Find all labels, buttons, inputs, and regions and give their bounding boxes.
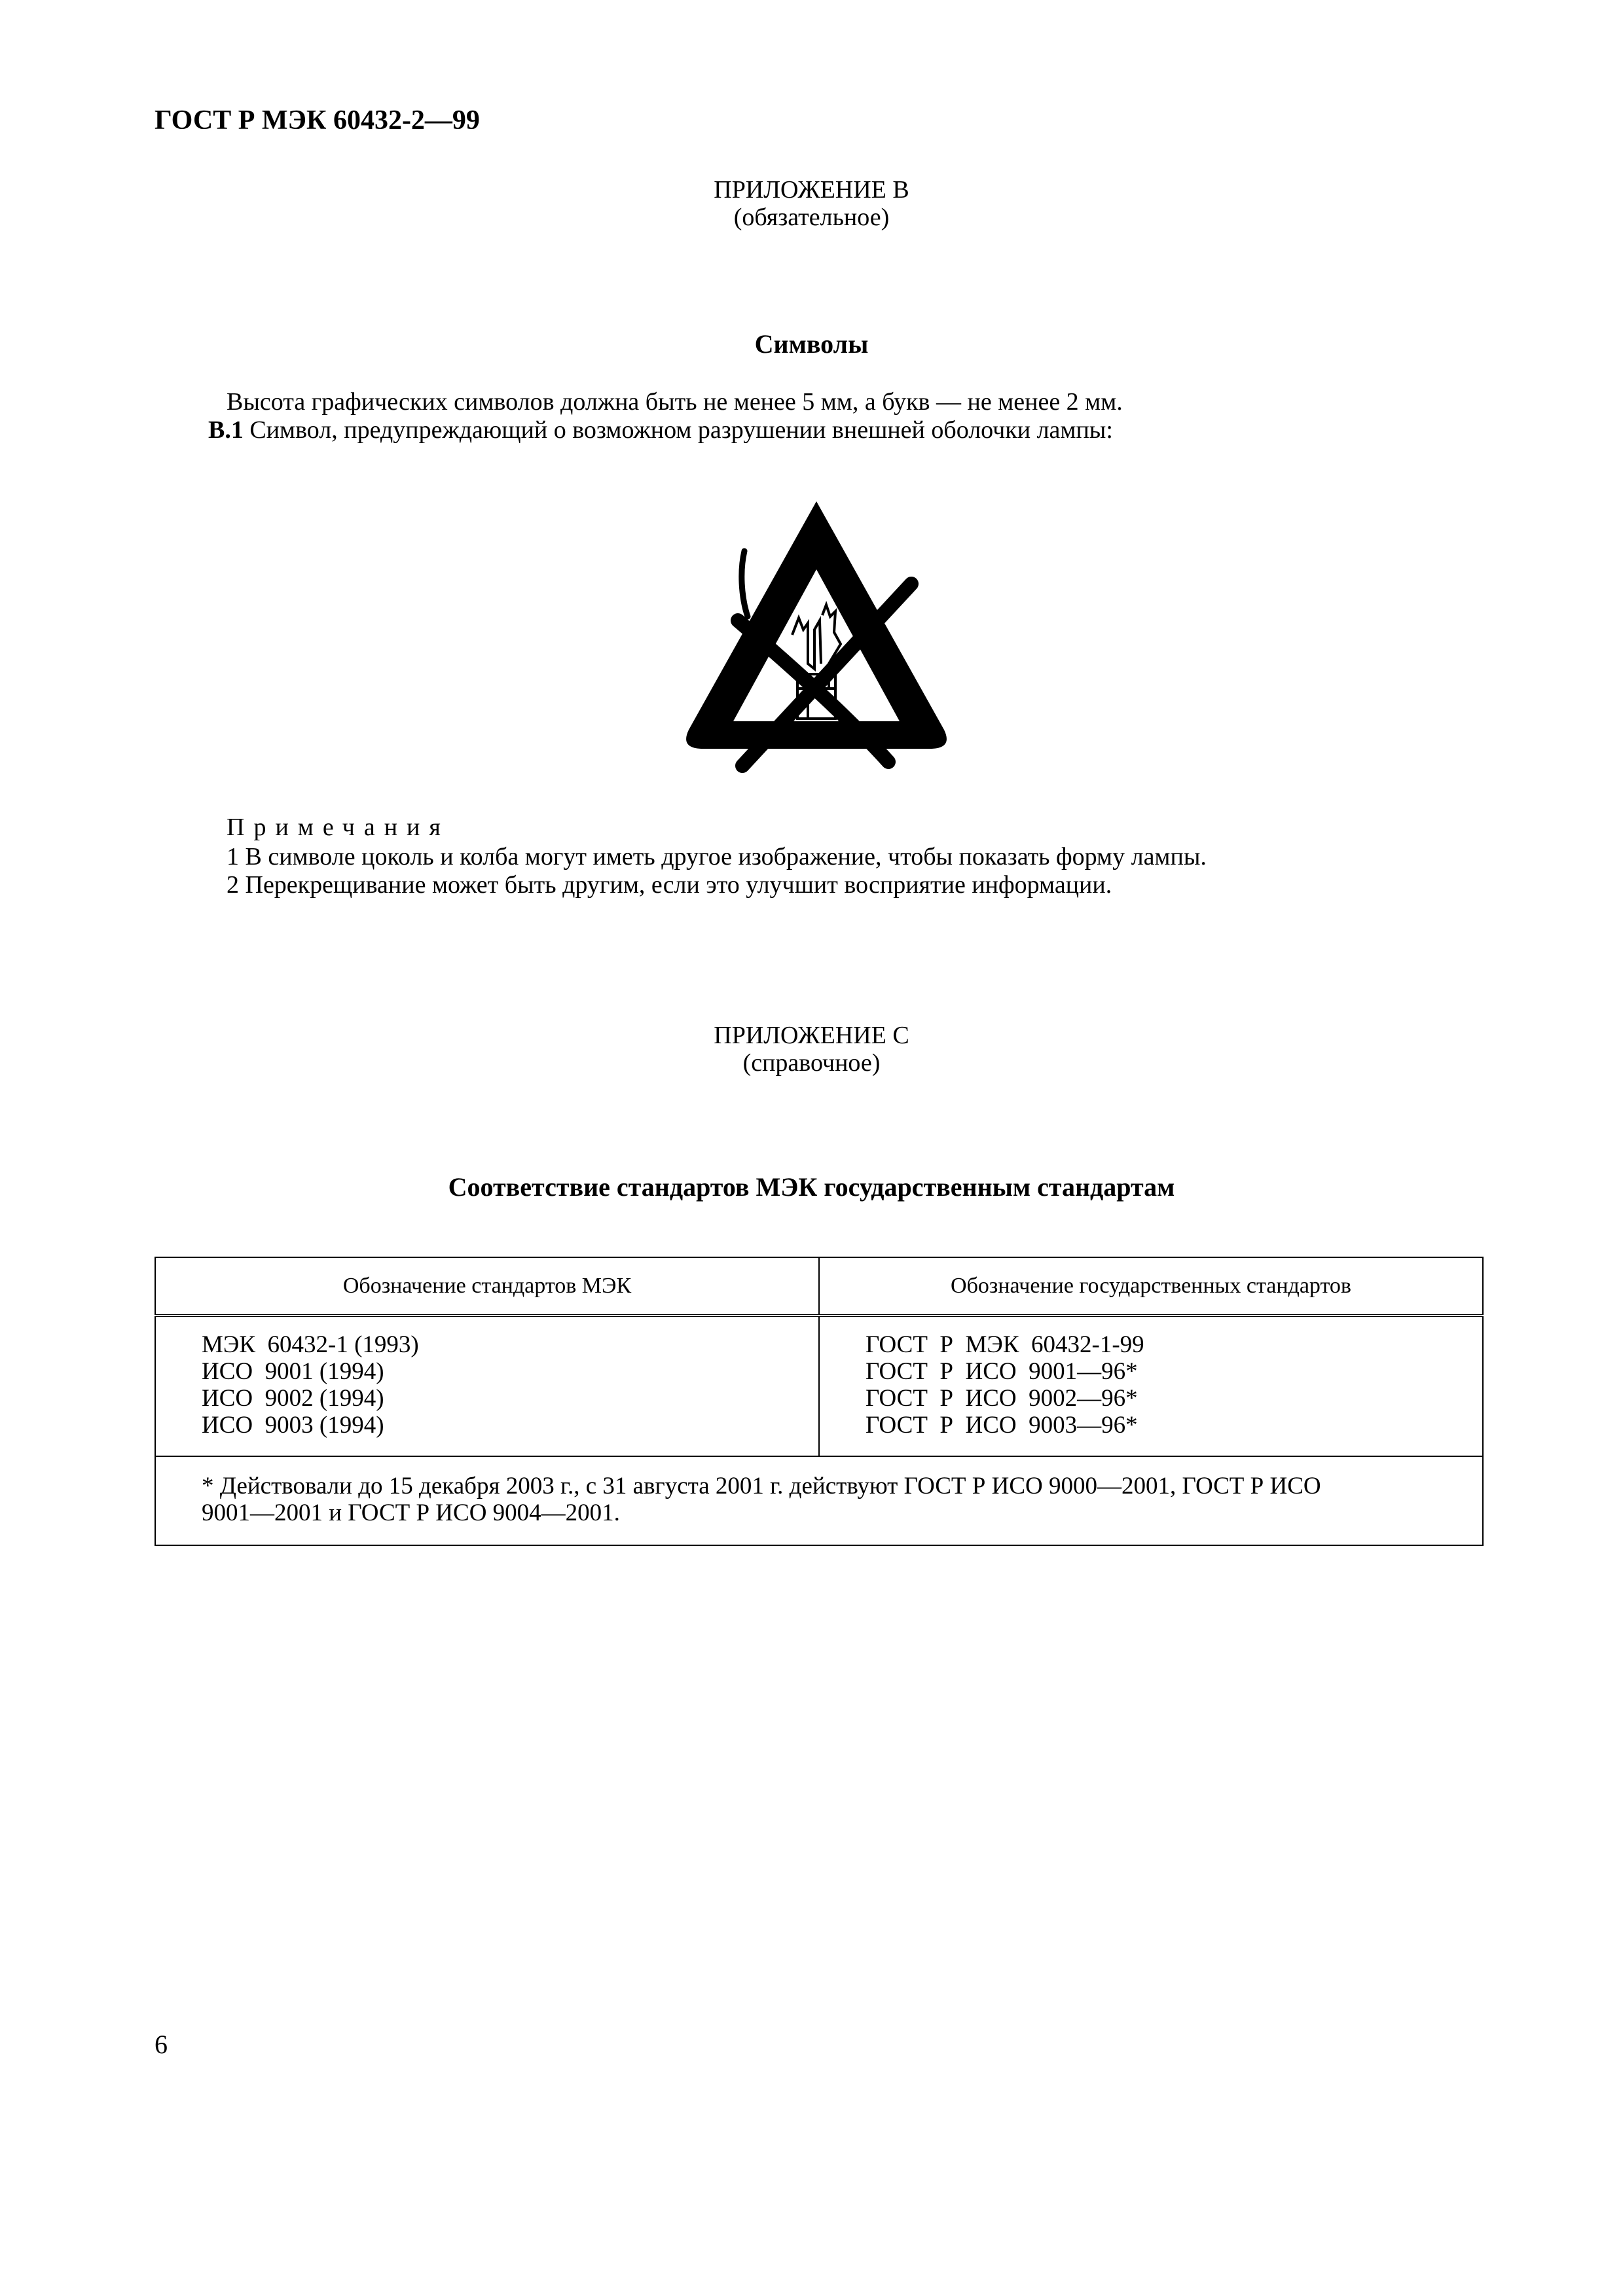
footnote-line-1: * Действовали до 15 декабря 2003 г., с 31 августа 2001 г. действуют ГОСТ Р ИСО 9000—2001, ГОСТ Р ИСО — [202, 1473, 1321, 1499]
national-standard: ГОСТ Р ИСО 9002—96* — [866, 1385, 1138, 1412]
note-2: 2 Перекрещивание может быть другим, если это улучшит восприятие информации. — [227, 871, 1112, 899]
standard-code: ГОСТ Р МЭК 60432-2—99 — [155, 105, 480, 135]
iec-standard: ИСО 9001 (1994) — [202, 1358, 384, 1385]
note-1: 1 В символе цоколь и колба могут иметь другое изображение, чтобы показать форму лампы. — [227, 843, 1207, 870]
clause-number: B.1 — [208, 416, 244, 444]
clause-text: Символ, предупреждающий о возможном разрушении внешней оболочки лампы: — [243, 416, 1113, 444]
table-footnote — [155, 1456, 1483, 1545]
column-header-national: Обозначение государственных стандартов — [819, 1257, 1483, 1316]
page-number: 6 — [155, 2030, 168, 2059]
standards-correspondence-table — [155, 1257, 1484, 1546]
iec-standard: ИСО 9002 (1994) — [202, 1385, 384, 1412]
iec-standard: ИСО 9003 (1994) — [202, 1412, 384, 1439]
column-header-iec: Обозначение стандартов МЭК — [155, 1257, 819, 1316]
footnote-line-2: 9001—2001 и ГОСТ Р ИСО 9004—2001. — [202, 1499, 620, 1526]
annex-b-title: ПРИЛОЖЕНИЕ В — [714, 176, 909, 204]
notes-title: Примечания — [227, 814, 450, 841]
annex-b-heading: Символы — [754, 329, 869, 359]
annex-c-heading: Соответствие стандартов МЭК государственным стандартам — [448, 1172, 1175, 1202]
iec-standard: МЭК 60432-1 (1993) — [202, 1331, 419, 1358]
national-standard: ГОСТ Р ИСО 9001—96* — [866, 1358, 1138, 1385]
table-footnote-row — [155, 1456, 1483, 1545]
table-row — [155, 1316, 1483, 1456]
clause-b1 — [208, 416, 1113, 444]
iec-standards-cell — [155, 1316, 819, 1456]
national-standards-cell — [819, 1316, 1483, 1456]
annex-c-status: (справочное) — [742, 1049, 881, 1077]
annex-c-title: ПРИЛОЖЕНИЕ С — [714, 1022, 909, 1049]
annex-b-status: (обязательное) — [733, 204, 890, 231]
national-standard: ГОСТ Р МЭК 60432-1-99 — [866, 1331, 1144, 1358]
broken-lamp-warning-icon — [669, 492, 964, 774]
national-standard: ГОСТ Р ИСО 9003—96* — [866, 1412, 1138, 1439]
table-header-row — [155, 1257, 1483, 1316]
annex-b-intro: Высота графических символов должна быть не менее 5 мм, а букв — не менее 2 мм. — [227, 388, 1123, 416]
